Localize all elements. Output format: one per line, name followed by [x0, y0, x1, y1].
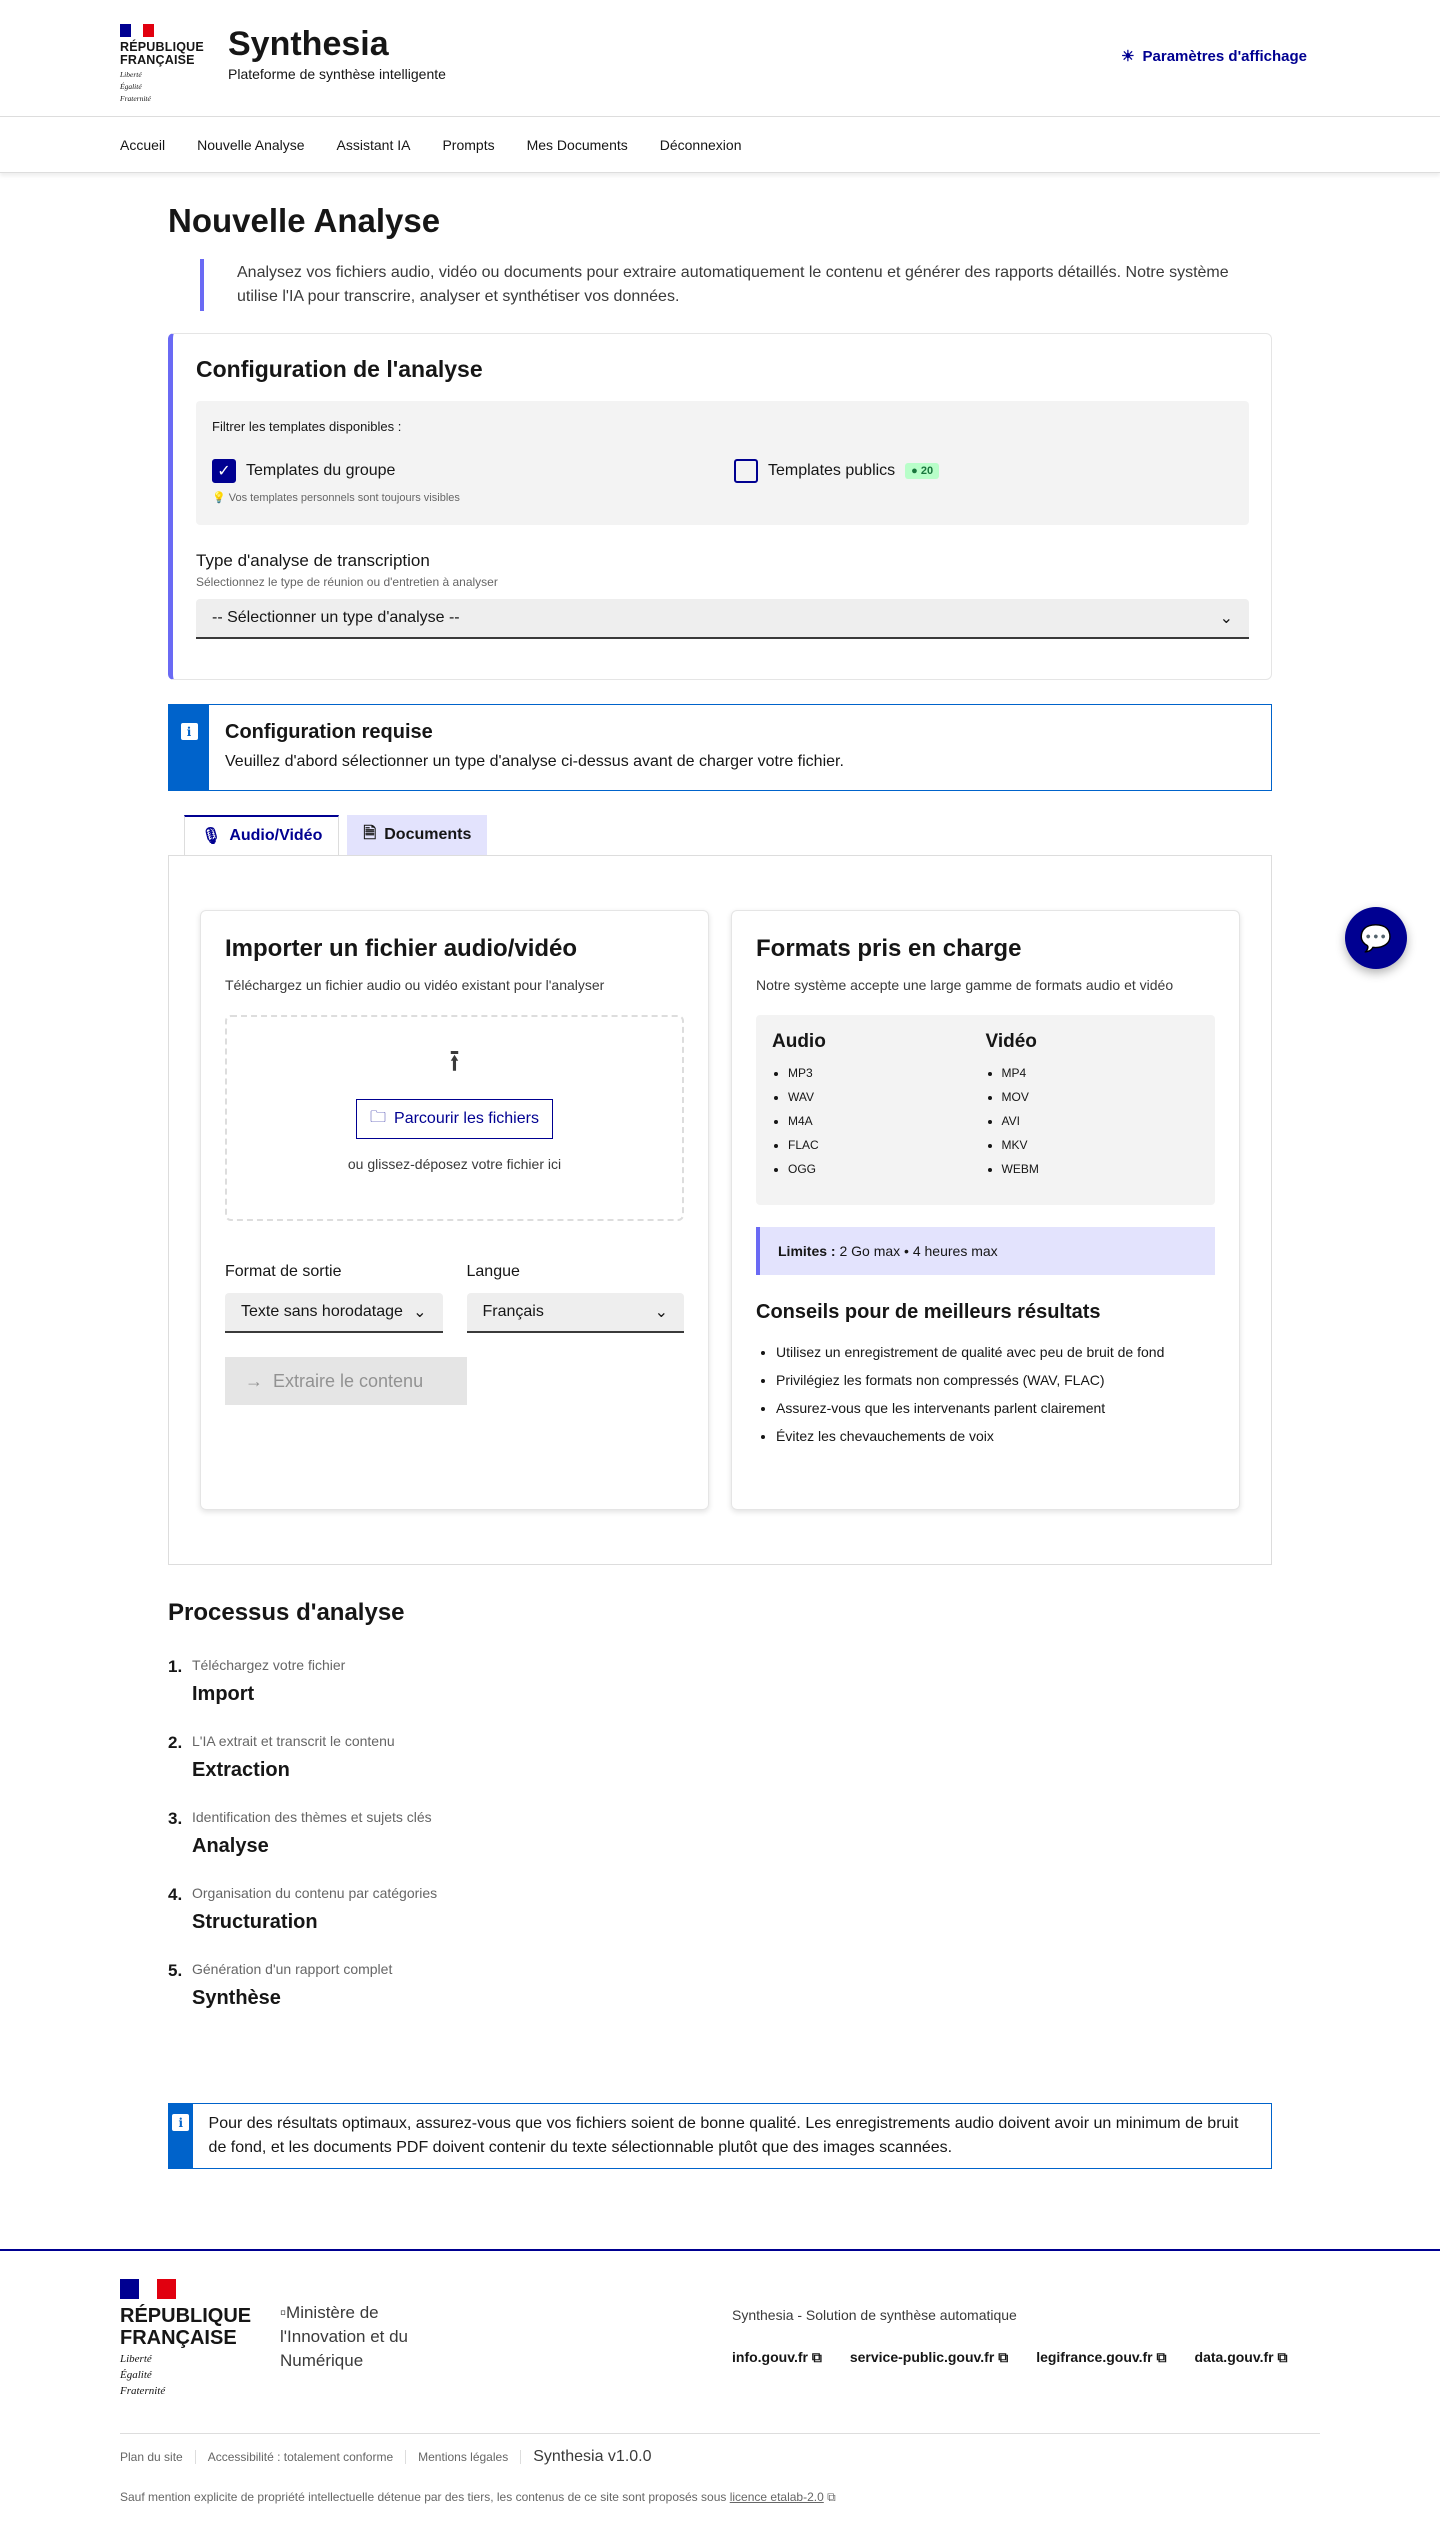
- step-number: 4.: [168, 1885, 183, 1904]
- process-step: [168, 1809, 1272, 1885]
- step-number: 1.: [168, 1657, 183, 1676]
- footer-bottom: [120, 2448, 1320, 2466]
- external-link-icon: ⧉: [998, 2349, 1009, 2365]
- chat-assistant-button[interactable]: [1345, 907, 1407, 969]
- chat-bubble-icon: 💬: [1359, 922, 1393, 953]
- output-options-row: [225, 1263, 684, 1333]
- alert-text: Veuillez d'abord sélectionner un type d'analyse ci-dessus avant de charger votre fichier.: [225, 753, 844, 770]
- step-name: Analyse: [192, 1835, 269, 1857]
- link-label: data.gouv.fr: [1194, 2349, 1274, 2365]
- sun-icon: ☀: [1121, 48, 1135, 65]
- list-item: • Utilisez un enregistrement de qualité avec peu de bruit de fond: [776, 1338, 1215, 1366]
- rf-line2: FRANÇAISE: [120, 2327, 237, 2349]
- footer-plan-du-site[interactable]: Plan du site: [120, 2450, 183, 2464]
- license-link[interactable]: licence etalab-2.0: [729, 2490, 824, 2504]
- format-column: [225, 1263, 443, 1333]
- chevron-down-icon: ⌄: [654, 1304, 668, 1321]
- footer-mentions-legales[interactable]: Mentions légales: [418, 2450, 509, 2464]
- formats-card: [731, 910, 1240, 1510]
- templates-note: 💡 Vos templates personnels sont toujours visibles: [212, 492, 460, 504]
- footer-top: [120, 2279, 1320, 2434]
- display-settings-label: Paramètres d'affichage: [1142, 47, 1307, 65]
- process-step: [168, 1657, 1272, 1733]
- brand[interactable]: [228, 24, 446, 82]
- step-name: Extraction: [192, 1759, 290, 1781]
- list-item: • WEBM: [1002, 1157, 1200, 1181]
- formats-title: Formats pris en charge: [756, 935, 1022, 962]
- link-label: info.gouv.fr: [732, 2349, 808, 2365]
- footer-link-info[interactable]: [732, 2349, 822, 2366]
- audio-title: Audio: [772, 1031, 826, 1052]
- footer-link-data[interactable]: [1195, 2349, 1288, 2366]
- page-title: Nouvelle Analyse: [168, 202, 441, 239]
- ministry-alt: Ministère de l'Innovation et du Numérique: [280, 2303, 409, 2370]
- main-nav: [0, 117, 1440, 173]
- document-icon: 🗎: [363, 824, 377, 842]
- license-text: Sauf mention explicite de propriété intellectuelle détenue par des tiers, les contenus de ce site sont proposés sous: [120, 2490, 727, 2504]
- chevron-down-icon: ⌄: [1219, 610, 1233, 627]
- tips-title: Conseils pour de meilleurs résultats: [756, 1301, 1101, 1323]
- list-item: • MP4: [1002, 1061, 1200, 1085]
- alert-body: [209, 705, 860, 790]
- step-desc: Organisation du contenu par catégories: [192, 1885, 438, 1901]
- step-desc: Identification des thèmes et sujets clés: [192, 1809, 432, 1825]
- list-item: • AVI: [1002, 1109, 1200, 1133]
- video-title: Vidéo: [985, 1031, 1037, 1052]
- step-name: Structuration: [192, 1911, 318, 1933]
- step-name: Synthèse: [192, 1987, 281, 2009]
- list-item: • WAV: [788, 1085, 986, 1109]
- footer-description: Synthesia - Solution de synthèse automatique: [732, 2307, 1017, 2323]
- drop-hint: ou glissez-déposez votre fichier ici: [347, 1156, 562, 1172]
- list-item: • OGG: [788, 1157, 986, 1181]
- footer-republique-logo[interactable]: [120, 2279, 250, 2433]
- republique-logo[interactable]: [120, 24, 204, 103]
- checkbox-unchecked-icon[interactable]: [734, 459, 758, 483]
- check-circle-icon: ●: [911, 465, 918, 477]
- external-link-icon: ⧉: [811, 2349, 822, 2365]
- audio-video-panel: [168, 855, 1272, 1565]
- alert-title: Configuration requise: [225, 721, 433, 743]
- list-item: • Privilégiez les formats non compressés (WAV, FLAC): [776, 1366, 1215, 1394]
- extract-label: Extraire le contenu: [273, 1370, 424, 1391]
- flag-icon: [120, 24, 154, 37]
- devise-3: Fraternité: [120, 94, 151, 103]
- video-formats: [986, 1031, 1200, 1193]
- nav-item-assistant-ia[interactable]: Assistant IA: [336, 136, 411, 153]
- brand-subtitle: Plateforme de synthèse intelligente: [228, 66, 446, 82]
- extract-content-button[interactable]: [225, 1357, 467, 1405]
- analysis-type-label: Type d'analyse de transcription: [196, 551, 430, 570]
- formats-box: [756, 1015, 1215, 1205]
- footer-link-legifrance[interactable]: [1036, 2349, 1166, 2366]
- tab-documents[interactable]: [347, 815, 487, 855]
- formats-subtitle: Notre système accepte une large gamme de formats audio et vidéo: [756, 977, 1174, 993]
- step-number: 2.: [168, 1733, 183, 1752]
- analysis-config-card: [168, 333, 1272, 680]
- nav-item-accueil[interactable]: Accueil: [120, 136, 166, 153]
- brand-title: Synthesia: [228, 25, 389, 63]
- analysis-type-select[interactable]: [196, 599, 1249, 639]
- site-header: [0, 0, 1440, 117]
- browse-files-button[interactable]: [356, 1099, 553, 1139]
- limits-callout: [756, 1227, 1215, 1275]
- step-desc: Génération d'un rapport complet: [192, 1961, 393, 1977]
- public-count: 20: [920, 465, 934, 477]
- upload-icon: ⭱: [449, 1045, 460, 1078]
- quality-alert-text: Pour des résultats optimaux, assurez-vous que vos fichiers soient de bonne qualité. Les enregistrements audio doivent avoir un minimum de bruit de fond, et les documents PDF doivent contenir du texte sélectionnable plutôt que des images scannées.: [208, 2115, 1239, 2156]
- import-card: [200, 910, 709, 1510]
- devise-2: Égalité: [120, 2369, 152, 2381]
- group-templates-checkbox[interactable]: [212, 459, 395, 483]
- main-content: [168, 173, 1272, 2169]
- step-number: 3.: [168, 1809, 183, 1828]
- filter-label: Filtrer les templates disponibles :: [212, 419, 402, 434]
- audio-formats: [772, 1031, 986, 1193]
- format-select[interactable]: [225, 1293, 443, 1333]
- arrow-right-icon: →: [245, 1370, 263, 1391]
- import-title: Importer un fichier audio/vidéo: [225, 935, 578, 962]
- list-item: • MP3: [788, 1061, 986, 1085]
- info-icon: i: [181, 723, 198, 740]
- chevron-down-icon: ⌄: [413, 1304, 427, 1321]
- process-title: Processus d'analyse: [168, 1599, 405, 1626]
- site-footer: [0, 2249, 1440, 2519]
- import-subtitle: Téléchargez un fichier audio ou vidéo existant pour l'analyser: [225, 977, 605, 993]
- list-item: • Évitez les chevauchements de voix: [776, 1422, 1215, 1450]
- flag-icon: [120, 2279, 176, 2299]
- language-label: Langue: [466, 1263, 520, 1280]
- group-templates-label: Templates du groupe: [246, 462, 396, 479]
- alert-side: [169, 2104, 193, 2168]
- list-item: • M4A: [788, 1109, 986, 1133]
- footer-content: [732, 2307, 1287, 2366]
- template-filter-box: [196, 401, 1249, 525]
- app-version: Synthesia v1.0.0: [533, 2448, 652, 2465]
- link-label: service-public.gouv.fr: [849, 2349, 995, 2365]
- process-steps: [168, 1657, 1272, 2037]
- footer-links: [732, 2349, 1287, 2366]
- nav-item-prompts[interactable]: Prompts: [442, 136, 495, 153]
- external-link-icon: ⧉: [827, 2490, 836, 2504]
- list-item: • MOV: [1002, 1085, 1200, 1109]
- analysis-type-value: -- Sélectionner un type d'analyse --: [212, 609, 460, 626]
- display-settings-button[interactable]: [1121, 47, 1307, 65]
- list-item: • FLAC: [788, 1133, 986, 1157]
- tab-documents-label: Documents: [384, 826, 472, 843]
- nav-item-mes-documents[interactable]: Mes Documents: [526, 136, 628, 153]
- rf-line1: RÉPUBLIQUE: [120, 2305, 252, 2327]
- ministry-logo: [280, 2301, 430, 2433]
- tab-audio-video-label: Audio/Vidéo: [229, 827, 323, 844]
- info-icon: i: [172, 2114, 189, 2131]
- process-step: [168, 1733, 1272, 1809]
- alert-side: [169, 705, 209, 790]
- public-templates-label: Templates publics: [768, 462, 896, 479]
- license-notice: [120, 2490, 1320, 2505]
- limits-value: 2 Go max • 4 heures max: [839, 1243, 998, 1259]
- devise-3: Fraternité: [120, 2385, 166, 2397]
- footer-accessibilite[interactable]: Accessibilité : totalement conforme: [207, 2450, 394, 2464]
- link-label: legifrance.gouv.fr: [1036, 2349, 1153, 2365]
- checkbox-checked-icon[interactable]: ✓: [212, 459, 236, 483]
- external-link-icon: ⧉: [1277, 2349, 1288, 2365]
- footer-link-service-public[interactable]: [850, 2349, 1008, 2366]
- file-dropzone[interactable]: [225, 1015, 684, 1221]
- public-templates-checkbox[interactable]: [734, 459, 939, 483]
- list-item: • Assurez-vous que les intervenants parlent clairement: [776, 1394, 1215, 1422]
- language-select[interactable]: [467, 1293, 685, 1333]
- config-title: Configuration de l'analyse: [196, 356, 483, 382]
- page-intro: Analysez vos fichiers audio, vidéo ou documents pour extraire automatiquement le contenu et générer des rapports détaillés. Notre système utilise l'IA pour transcrire, analyser et synthétiser vos données.: [200, 259, 1272, 311]
- tips-list: [756, 1338, 1215, 1450]
- format-label: Format de sortie: [225, 1263, 342, 1280]
- broken-image-icon: ▫: [280, 2303, 287, 2322]
- nav-item-deconnexion[interactable]: Déconnexion: [659, 136, 742, 153]
- format-value: Texte sans horodatage: [241, 1303, 403, 1320]
- language-column: [467, 1263, 685, 1333]
- step-name: Import: [192, 1683, 255, 1705]
- public-count-badge: [905, 463, 939, 479]
- process-step: [168, 1961, 1272, 2037]
- devise-1: Liberté: [120, 70, 142, 79]
- list-item: • MKV: [1002, 1133, 1200, 1157]
- devise-1: Liberté: [120, 2353, 152, 2365]
- config-required-alert: [168, 704, 1272, 791]
- tab-audio-video[interactable]: [184, 815, 339, 855]
- devise-2: Égalité: [120, 82, 142, 91]
- browse-label: Parcourir les fichiers: [394, 1110, 539, 1127]
- upload-tabs: [184, 815, 1272, 855]
- step-number: 5.: [168, 1961, 183, 1980]
- nav-item-nouvelle-analyse[interactable]: Nouvelle Analyse: [197, 136, 305, 153]
- folder-icon: 🗀: [370, 1108, 387, 1126]
- analysis-type-hint: Sélectionnez le type de réunion ou d'entretien à analyser: [196, 575, 498, 589]
- external-link-icon: ⧉: [1156, 2349, 1167, 2365]
- step-desc: L'IA extrait et transcrit le contenu: [192, 1733, 395, 1749]
- rf-line1: RÉPUBLIQUE: [120, 40, 204, 54]
- limits-label: Limites :: [778, 1243, 836, 1259]
- language-value: Français: [482, 1303, 544, 1320]
- quality-alert: [168, 2103, 1272, 2169]
- step-desc: Téléchargez votre fichier: [192, 1657, 346, 1673]
- process-step: [168, 1885, 1272, 1961]
- rf-line2: FRANÇAISE: [120, 53, 195, 67]
- microphone-icon: 🎙: [201, 828, 222, 845]
